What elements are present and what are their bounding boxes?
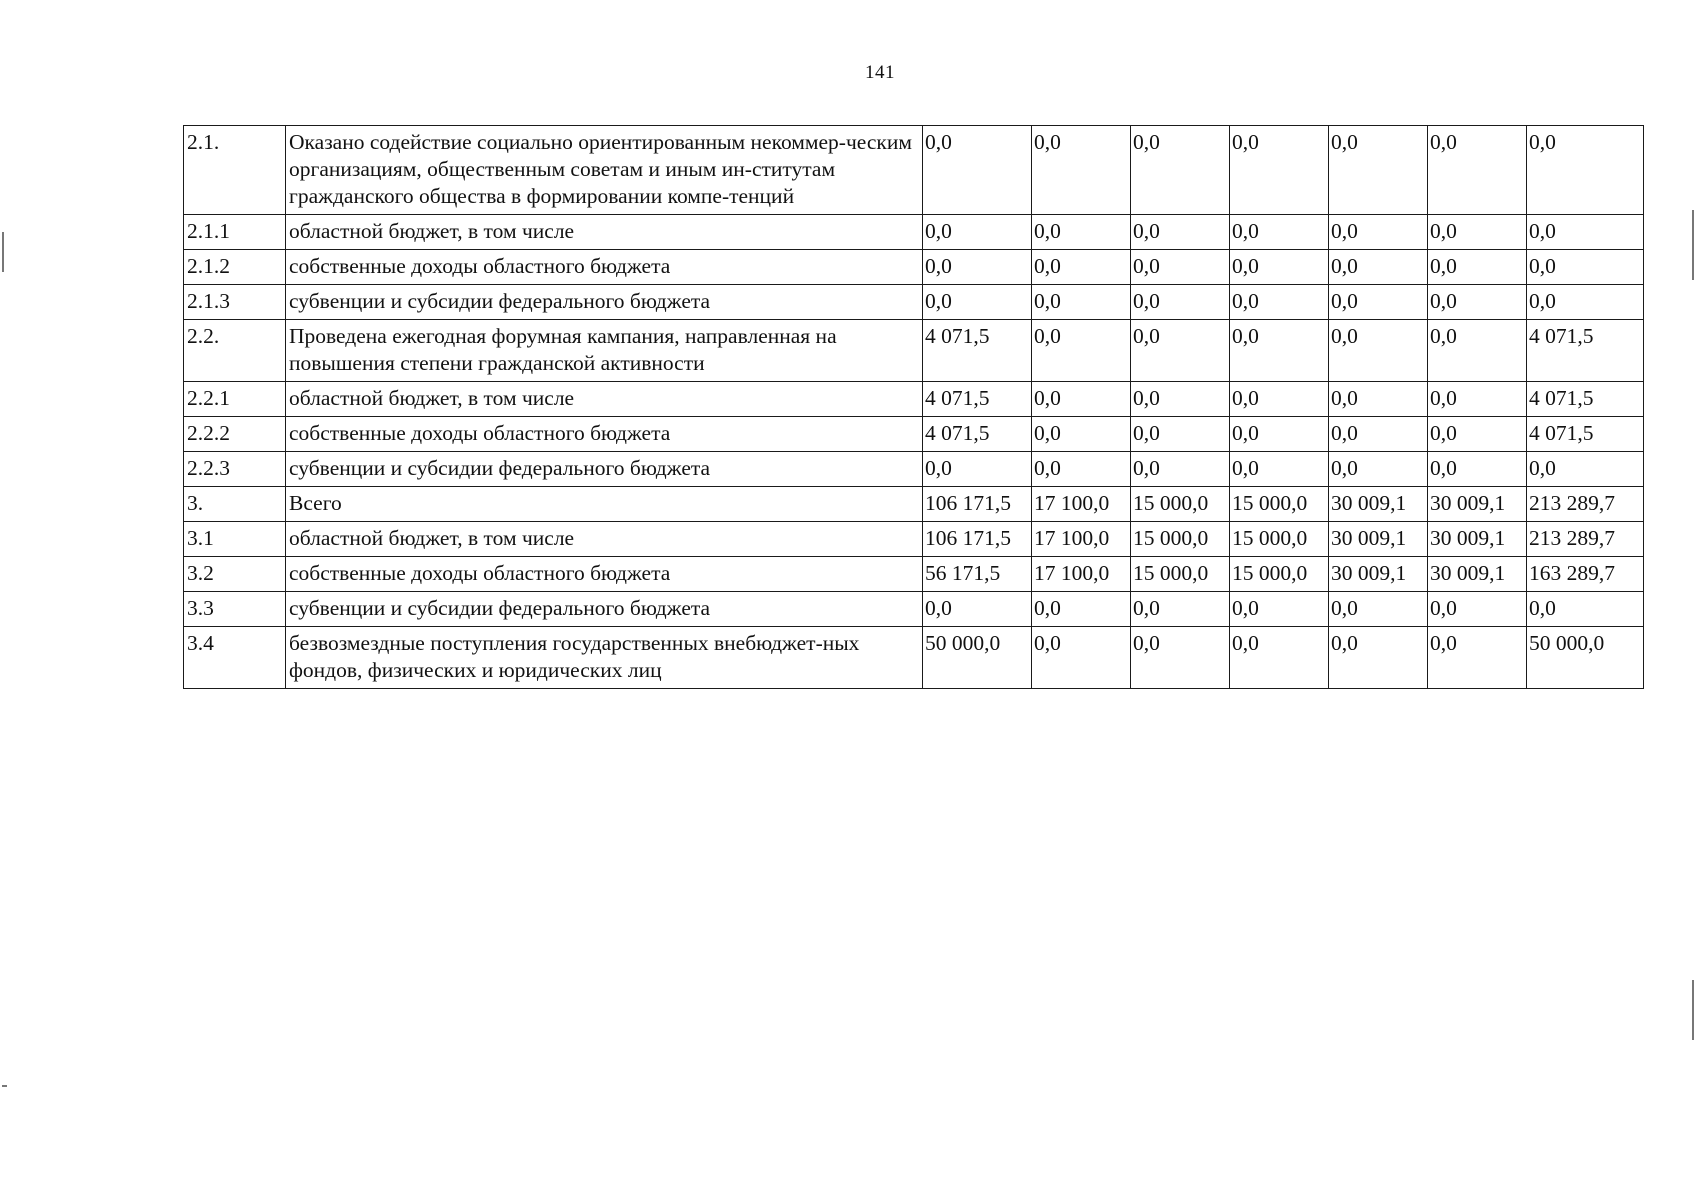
table-row: [184, 522, 1644, 557]
value-cell: 0,0: [1230, 382, 1329, 417]
table-row: [184, 627, 1644, 689]
value-cell: 0,0: [1329, 320, 1428, 382]
row-number-cell: 3.: [184, 487, 286, 522]
value-cell: 0,0: [1032, 250, 1131, 285]
value-cell: 0,0: [1032, 285, 1131, 320]
description-cell: Проведена ежегодная форумная кампания, направленная на повышения степени гражданской активности: [286, 320, 923, 382]
value-cell: 0,0: [1230, 126, 1329, 215]
scan-artifact-mark: [2, 1085, 7, 1087]
description-cell: Всего: [286, 487, 923, 522]
row-number-cell: 3.1: [184, 522, 286, 557]
value-cell: 0,0: [1230, 320, 1329, 382]
table-row: [184, 126, 1644, 215]
value-cell: 0,0: [1329, 285, 1428, 320]
value-cell: 30 009,1: [1428, 487, 1527, 522]
value-cell: 0,0: [923, 285, 1032, 320]
total-value-cell: 4 071,5: [1527, 320, 1644, 382]
description-cell: областной бюджет, в том числе: [286, 522, 923, 557]
value-cell: 0,0: [1032, 382, 1131, 417]
table-row: [184, 452, 1644, 487]
value-cell: 0,0: [923, 452, 1032, 487]
value-cell: 30 009,1: [1428, 557, 1527, 592]
value-cell: 0,0: [923, 592, 1032, 627]
budget-table: [183, 125, 1644, 689]
value-cell: 0,0: [1230, 592, 1329, 627]
value-cell: 0,0: [1131, 382, 1230, 417]
table-row: [184, 417, 1644, 452]
value-cell: 0,0: [1032, 417, 1131, 452]
total-value-cell: 0,0: [1527, 452, 1644, 487]
total-value-cell: 0,0: [1527, 592, 1644, 627]
value-cell: 0,0: [1428, 627, 1527, 689]
page-number: 141: [865, 62, 895, 83]
value-cell: 0,0: [1428, 250, 1527, 285]
description-cell: субвенции и субсидии федерального бюджета: [286, 285, 923, 320]
value-cell: 0,0: [1230, 215, 1329, 250]
value-cell: 0,0: [1428, 592, 1527, 627]
value-cell: 0,0: [1032, 215, 1131, 250]
table-row: [184, 215, 1644, 250]
row-number-cell: 2.1.3: [184, 285, 286, 320]
value-cell: 50 000,0: [923, 627, 1032, 689]
total-value-cell: 0,0: [1527, 126, 1644, 215]
description-cell: субвенции и субсидии федерального бюджета: [286, 592, 923, 627]
total-value-cell: 4 071,5: [1527, 382, 1644, 417]
value-cell: 15 000,0: [1131, 522, 1230, 557]
scan-artifact-mark: [2, 232, 4, 272]
value-cell: 0,0: [1131, 320, 1230, 382]
value-cell: 0,0: [1428, 417, 1527, 452]
row-number-cell: 2.1.1: [184, 215, 286, 250]
value-cell: 0,0: [1428, 382, 1527, 417]
value-cell: 0,0: [1230, 250, 1329, 285]
value-cell: 0,0: [1428, 215, 1527, 250]
value-cell: 106 171,5: [923, 522, 1032, 557]
row-number-cell: 2.2.: [184, 320, 286, 382]
total-value-cell: 0,0: [1527, 215, 1644, 250]
value-cell: 0,0: [1131, 627, 1230, 689]
value-cell: 0,0: [1032, 627, 1131, 689]
value-cell: 0,0: [1428, 320, 1527, 382]
value-cell: 15 000,0: [1230, 557, 1329, 592]
value-cell: 30 009,1: [1329, 487, 1428, 522]
value-cell: 0,0: [1131, 592, 1230, 627]
value-cell: 0,0: [1032, 452, 1131, 487]
value-cell: 56 171,5: [923, 557, 1032, 592]
value-cell: 17 100,0: [1032, 487, 1131, 522]
row-number-cell: 2.1.: [184, 126, 286, 215]
description-cell: собственные доходы областного бюджета: [286, 417, 923, 452]
table-body: [184, 126, 1644, 689]
value-cell: 15 000,0: [1131, 487, 1230, 522]
table-row: [184, 487, 1644, 522]
value-cell: 30 009,1: [1329, 557, 1428, 592]
total-value-cell: 163 289,7: [1527, 557, 1644, 592]
scan-artifact-mark: [1692, 980, 1694, 1040]
value-cell: 30 009,1: [1329, 522, 1428, 557]
row-number-cell: 2.2.2: [184, 417, 286, 452]
table-row: [184, 285, 1644, 320]
value-cell: 0,0: [1428, 126, 1527, 215]
total-value-cell: 50 000,0: [1527, 627, 1644, 689]
value-cell: 0,0: [1131, 452, 1230, 487]
description-cell: собственные доходы областного бюджета: [286, 557, 923, 592]
value-cell: 30 009,1: [1428, 522, 1527, 557]
value-cell: 0,0: [1329, 250, 1428, 285]
value-cell: 0,0: [1230, 627, 1329, 689]
value-cell: 0,0: [1032, 320, 1131, 382]
total-value-cell: 0,0: [1527, 250, 1644, 285]
value-cell: 0,0: [923, 126, 1032, 215]
value-cell: 0,0: [1329, 126, 1428, 215]
total-value-cell: 4 071,5: [1527, 417, 1644, 452]
row-number-cell: 3.3: [184, 592, 286, 627]
table-row: [184, 250, 1644, 285]
value-cell: 0,0: [1032, 592, 1131, 627]
table-row: [184, 382, 1644, 417]
value-cell: 0,0: [1329, 627, 1428, 689]
description-cell: областной бюджет, в том числе: [286, 382, 923, 417]
value-cell: 0,0: [1230, 452, 1329, 487]
value-cell: 15 000,0: [1230, 522, 1329, 557]
value-cell: 0,0: [1329, 452, 1428, 487]
value-cell: 0,0: [1230, 285, 1329, 320]
value-cell: 0,0: [923, 215, 1032, 250]
value-cell: 17 100,0: [1032, 557, 1131, 592]
value-cell: 4 071,5: [923, 320, 1032, 382]
value-cell: 0,0: [1131, 417, 1230, 452]
value-cell: 0,0: [1329, 592, 1428, 627]
value-cell: 0,0: [1032, 126, 1131, 215]
row-number-cell: 3.4: [184, 627, 286, 689]
description-cell: областной бюджет, в том числе: [286, 215, 923, 250]
value-cell: 0,0: [1329, 215, 1428, 250]
value-cell: 0,0: [1329, 382, 1428, 417]
value-cell: 0,0: [1428, 452, 1527, 487]
table-row: [184, 592, 1644, 627]
value-cell: 0,0: [1131, 215, 1230, 250]
value-cell: 4 071,5: [923, 417, 1032, 452]
row-number-cell: 2.2.3: [184, 452, 286, 487]
value-cell: 15 000,0: [1131, 557, 1230, 592]
description-cell: Оказано содействие социально ориентированным некоммер-ческим организациям, общественным советам и иным ин-ститутам гражданского общества в формировании компе-тенций: [286, 126, 923, 215]
description-cell: безвозмездные поступления государственных внебюджет-ных фондов, физических и юридических лиц: [286, 627, 923, 689]
value-cell: 0,0: [1131, 250, 1230, 285]
row-number-cell: 2.2.1: [184, 382, 286, 417]
value-cell: 0,0: [1329, 417, 1428, 452]
total-value-cell: 0,0: [1527, 285, 1644, 320]
total-value-cell: 213 289,7: [1527, 487, 1644, 522]
value-cell: 4 071,5: [923, 382, 1032, 417]
description-cell: субвенции и субсидии федерального бюджета: [286, 452, 923, 487]
value-cell: 15 000,0: [1230, 487, 1329, 522]
scan-artifact-mark: [1692, 210, 1694, 280]
value-cell: 0,0: [1428, 285, 1527, 320]
value-cell: 0,0: [1131, 285, 1230, 320]
value-cell: 17 100,0: [1032, 522, 1131, 557]
row-number-cell: 2.1.2: [184, 250, 286, 285]
description-cell: собственные доходы областного бюджета: [286, 250, 923, 285]
value-cell: 0,0: [1131, 126, 1230, 215]
table-row: [184, 557, 1644, 592]
value-cell: 0,0: [923, 250, 1032, 285]
table-row: [184, 320, 1644, 382]
row-number-cell: 3.2: [184, 557, 286, 592]
total-value-cell: 213 289,7: [1527, 522, 1644, 557]
value-cell: 0,0: [1230, 417, 1329, 452]
value-cell: 106 171,5: [923, 487, 1032, 522]
